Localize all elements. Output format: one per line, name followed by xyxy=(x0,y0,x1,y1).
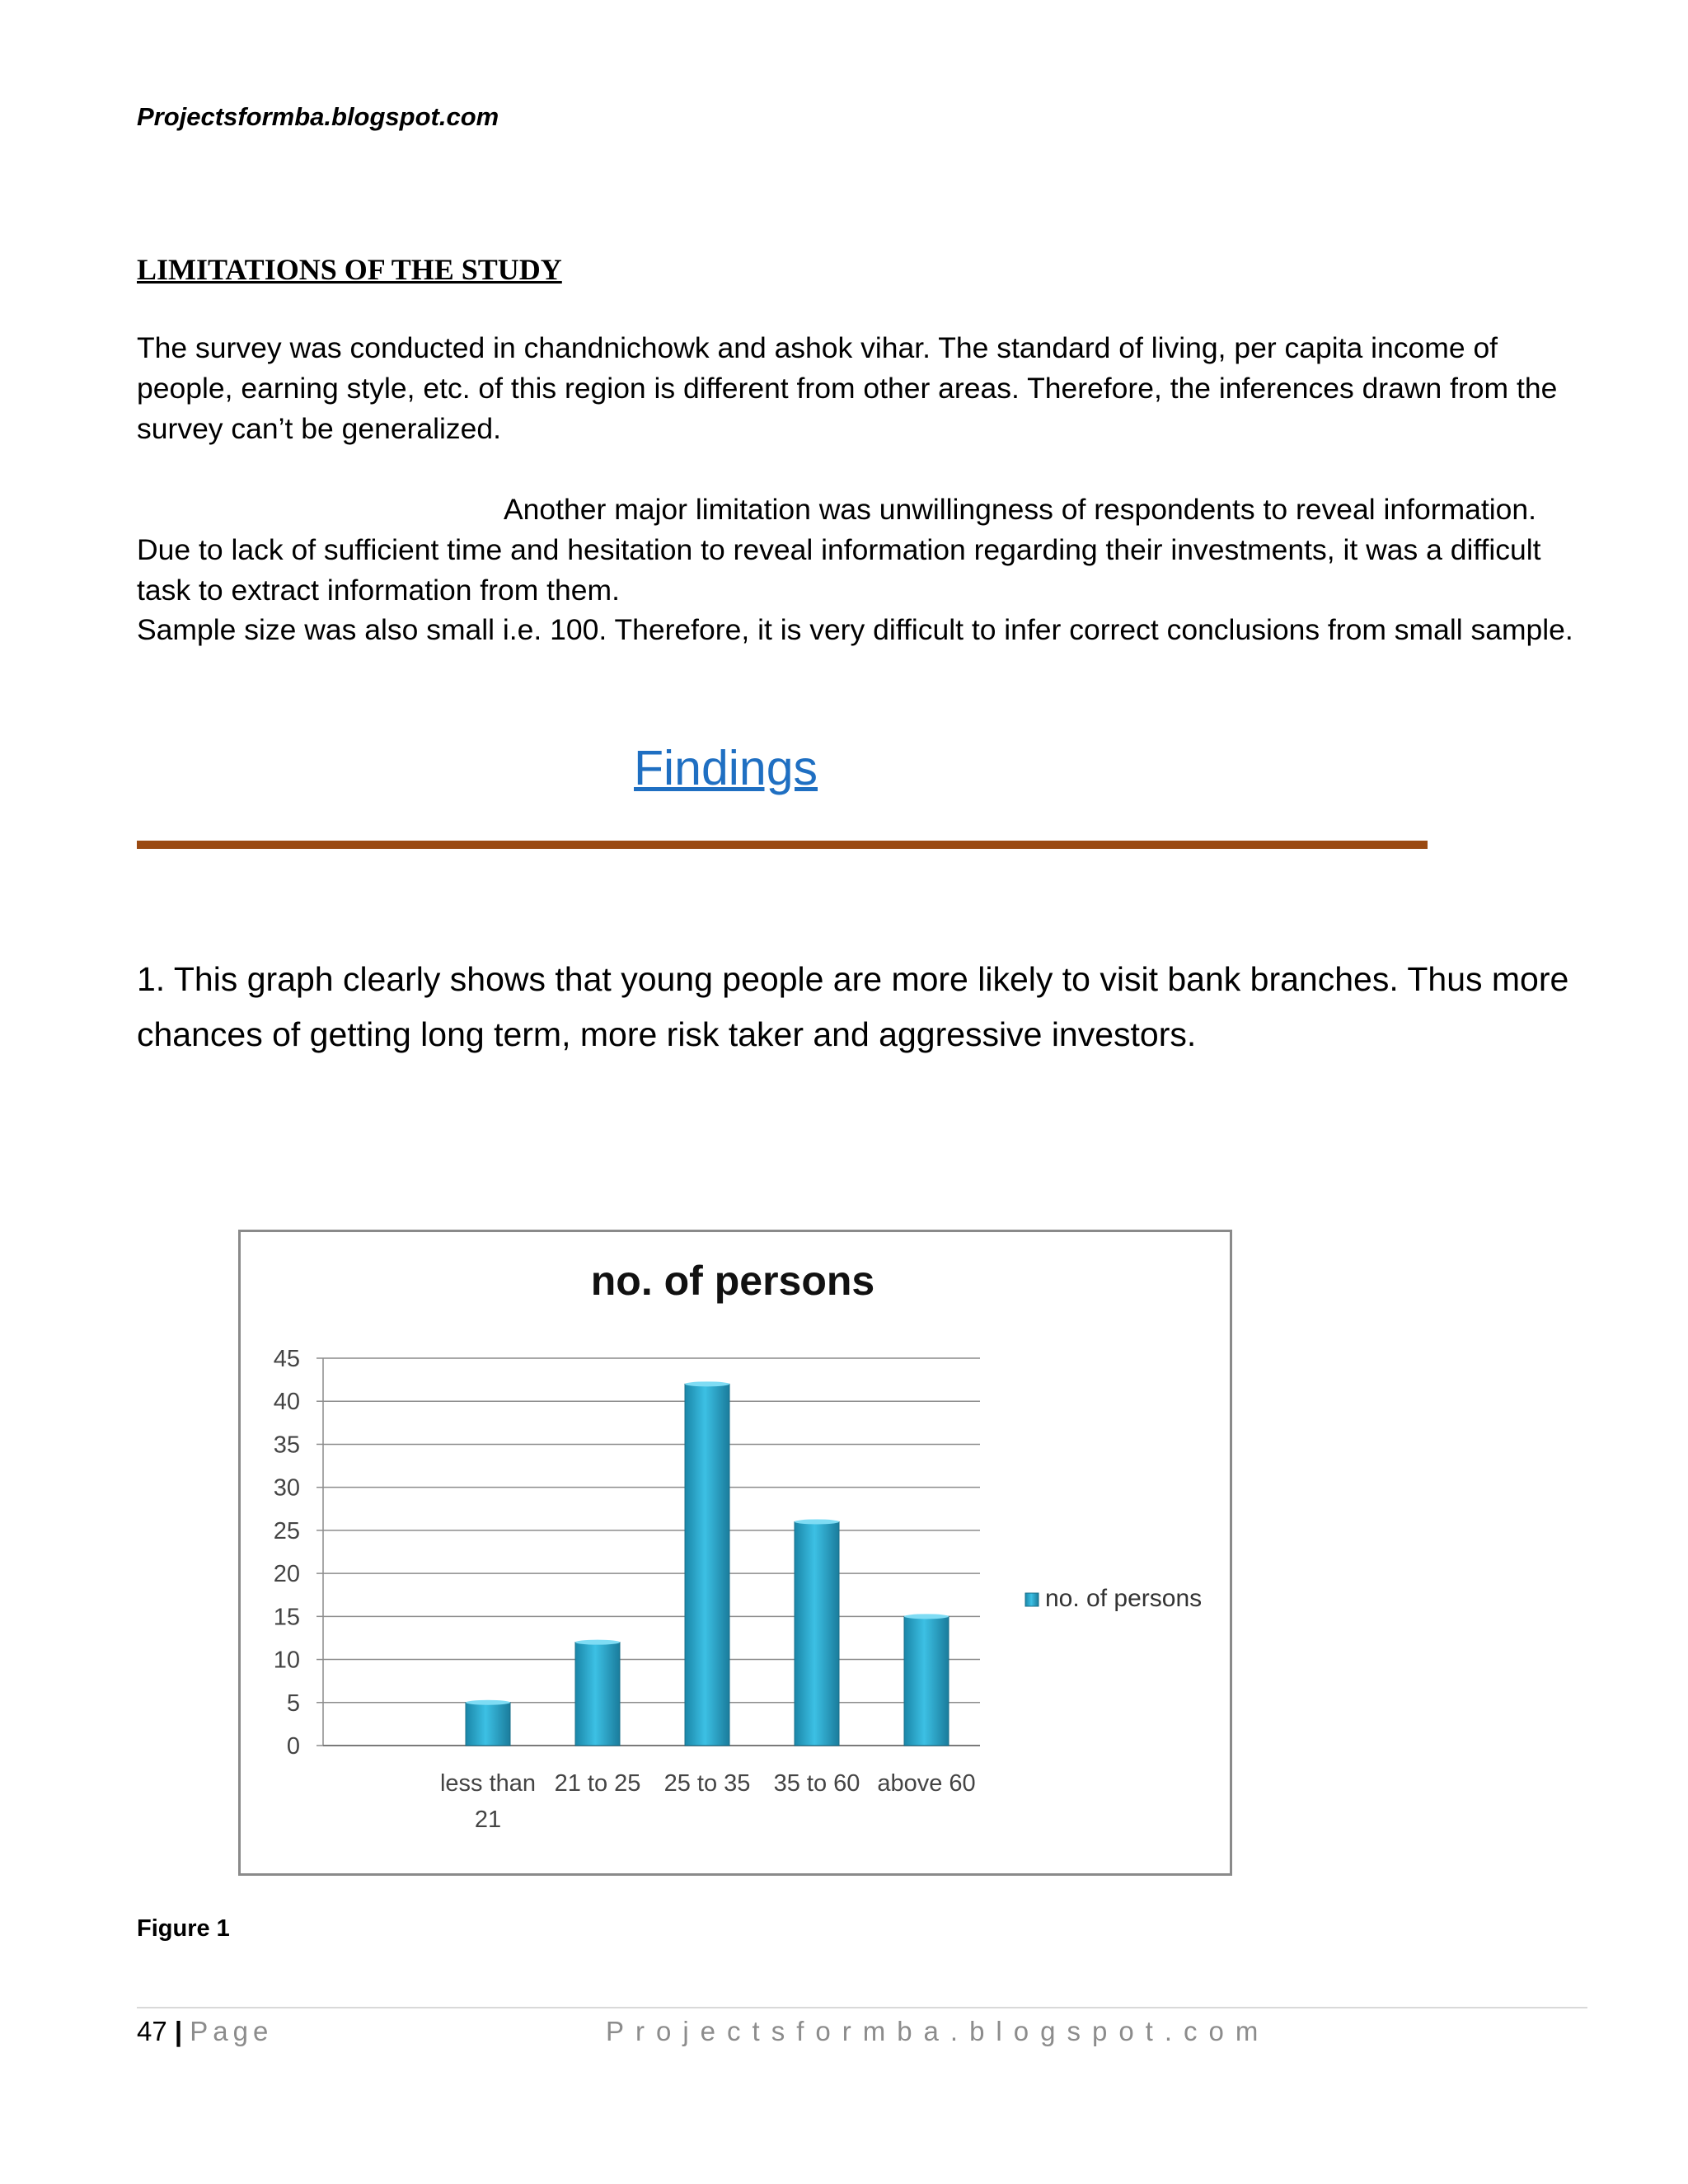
section-divider xyxy=(137,841,1428,849)
y-tick-label: 35 xyxy=(273,1432,300,1459)
legend-swatch xyxy=(1025,1593,1039,1606)
findings-heading: Findings xyxy=(634,741,818,795)
y-tick-label: 0 xyxy=(286,1733,300,1760)
x-tick-label: less than 21 xyxy=(439,1770,537,1833)
figure-caption: Figure 1 xyxy=(137,1915,230,1942)
limitations-heading: LIMITATIONS OF THE STUDY xyxy=(137,253,562,286)
y-tick-label: 30 xyxy=(273,1474,300,1502)
page-number: 47 xyxy=(137,2016,167,2046)
finding-item-1: 1. This graph clearly shows that young people are more likely to visit bank branches. Thus more chances of getting long term, more risk taker and aggressive investors. xyxy=(137,960,1569,1053)
x-tick-label: 25 to 35 xyxy=(663,1770,751,1797)
x-tick-label: 21 to 25 xyxy=(554,1770,641,1797)
y-tick-label: 5 xyxy=(286,1690,300,1717)
y-tick-label: 25 xyxy=(273,1517,300,1544)
x-tick-label: above 60 xyxy=(877,1770,976,1797)
footer-divider xyxy=(137,2007,1587,2008)
chart-title: no. of persons xyxy=(590,1258,875,1304)
bar-chart xyxy=(238,1230,1232,1876)
x-tick-label: 35 to 60 xyxy=(773,1770,860,1797)
bar-top-highlight xyxy=(795,1519,839,1524)
header-site: Projectsformba.blogspot.com xyxy=(137,102,499,131)
bar-3 xyxy=(685,1384,729,1746)
limitations-paragraph-2-text: Another major limitation was unwillingness of respondents to reveal information. Due to lack of sufficient time and hesitation to reveal information regarding their investments, it was a difficult task to extract information from them. xyxy=(137,493,1541,607)
y-tick-label: 40 xyxy=(273,1389,300,1416)
legend xyxy=(1025,1585,1202,1612)
limitations-paragraph-2 xyxy=(137,490,1587,611)
bar-4 xyxy=(795,1521,839,1746)
y-tick-label: 10 xyxy=(273,1647,300,1674)
bar-top-highlight xyxy=(466,1700,510,1705)
limitations-paragraph-1: The survey was conducted in chandnichowk and ashok vihar. The standard of living, per capita income of people, earning style, etc. of this region is different from other areas. Therefore, the inferences drawn from the survey can’t be generalized. xyxy=(137,331,1558,445)
bar-top-highlight xyxy=(685,1381,729,1386)
bar-top-highlight xyxy=(904,1614,949,1619)
limitations-paragraph-3: Sample size was also small i.e. 100. Therefore, it is very difficult to infer correct conclusions from small sample. xyxy=(137,613,1573,646)
y-tick-label: 45 xyxy=(273,1346,300,1372)
footer-site: Projectsformba.blogspot.com xyxy=(606,2016,1270,2046)
bar-5 xyxy=(904,1616,949,1746)
y-tick-label: 20 xyxy=(273,1561,300,1588)
bar-top-highlight xyxy=(575,1640,620,1645)
bar-1 xyxy=(466,1703,510,1746)
y-tick-label: 15 xyxy=(273,1604,300,1631)
legend-label: no. of persons xyxy=(1045,1585,1203,1612)
footer-separator: | xyxy=(174,2016,183,2046)
bar-chart-svg xyxy=(241,1232,1230,1873)
footer-page xyxy=(137,2016,273,2047)
bar-2 xyxy=(575,1643,620,1746)
page-label: Page xyxy=(190,2016,274,2046)
